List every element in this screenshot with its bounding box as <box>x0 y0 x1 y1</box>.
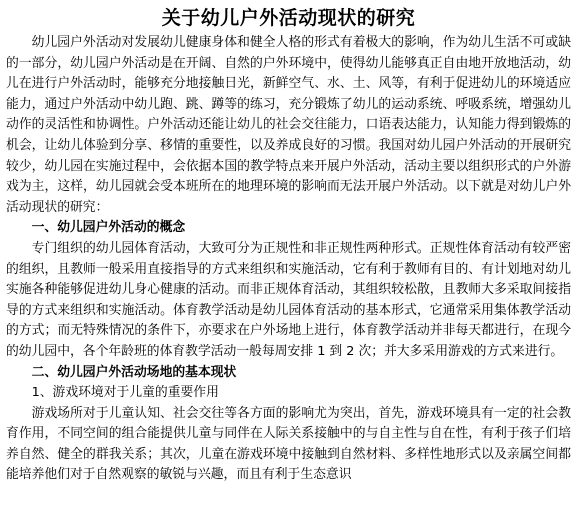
section-heading-concept: 一、幼儿园户外活动的概念 <box>31 220 186 236</box>
section-paragraph-play-environment: 游戏场所对于儿童认知、社会交往等各方面的影响尤为突出，首先，游戏环境具有一定的社会教育作用，不同空间的组合能提供儿童与同伴在人际关系接触中的与自主性与自在性，有利于孩子们培养自然、健全的群我关系；其次，儿童在游戏环境中接触到自然材料、多样性地形式以及亲属空间都能培养他们对于自然观察的敏锐与兴趣，而且有利于生态意识 <box>6 405 571 483</box>
intro-paragraph: 幼儿园户外活动对发展幼儿健康身体和健全人格的形式有着极大的影响，作为幼儿生活不可或缺的一部分，幼儿园户外活动是在开阔、自然的户外环境中，使得幼儿能够真正自由地开放地活动，幼儿在进行户外活动时，能够充分地接触日光，新鲜空气、水、土、风等，有利于促进幼儿的环境适应能力，通过户外活动中幼儿跑、跳、蹲等的练习，充分锻炼了幼儿的运动系统、呼吸系统，增强幼儿动作的灵活性和协调性。户外活动还能让幼儿的社会交往能力，口语表达能力，认知能力得到锻炼的机会，让幼儿体验到分享、移情的重要性，以及养成良好的习惯。我国对幼儿园户外活动的开展研究较少，幼儿园在实施过程中，会依据本国的教学特点来开展户外活动，活动主要以组织形式的户外游戏为主，这样，幼儿园就会受本班所在的地理环境的影响而无法开展户外活动。以下就是对幼儿户外活动现状的研究： <box>6 35 571 215</box>
subsection-heading-play-environment: 1、游戏环境对于儿童的重要作用 <box>31 385 219 401</box>
section-paragraph-concept: 专门组织的幼儿园体育活动，大致可分为正规性和非正规性两种形式。正规性体育活动有较严密的组织，且教师一般采用直接指导的方式来组织和实施活动，它有利于教师有目的、有计划地对幼儿实施各种能够促进幼儿身心健康的活动。而非正规体育活动，其组织较松散，且教师大多采取间接指导的方式来组织和实施活动。体育教学活动是幼儿园体育活动的基本形式，它通常采用集体教学活动的方式；而无特殊情况的条件下，亦要求在户外场地上进行，体育教学活动并非每天都进行，在现今的幼儿园中，各个年龄班的体育教学活动一般每周安排 1 到 2 次；并大多采用游戏的方式来进行。 <box>6 240 571 359</box>
document-title: 关于幼儿户外活动现状的研究 <box>161 7 416 29</box>
section-heading-venue: 二、幼儿园户外活动场地的基本现状 <box>31 364 237 380</box>
